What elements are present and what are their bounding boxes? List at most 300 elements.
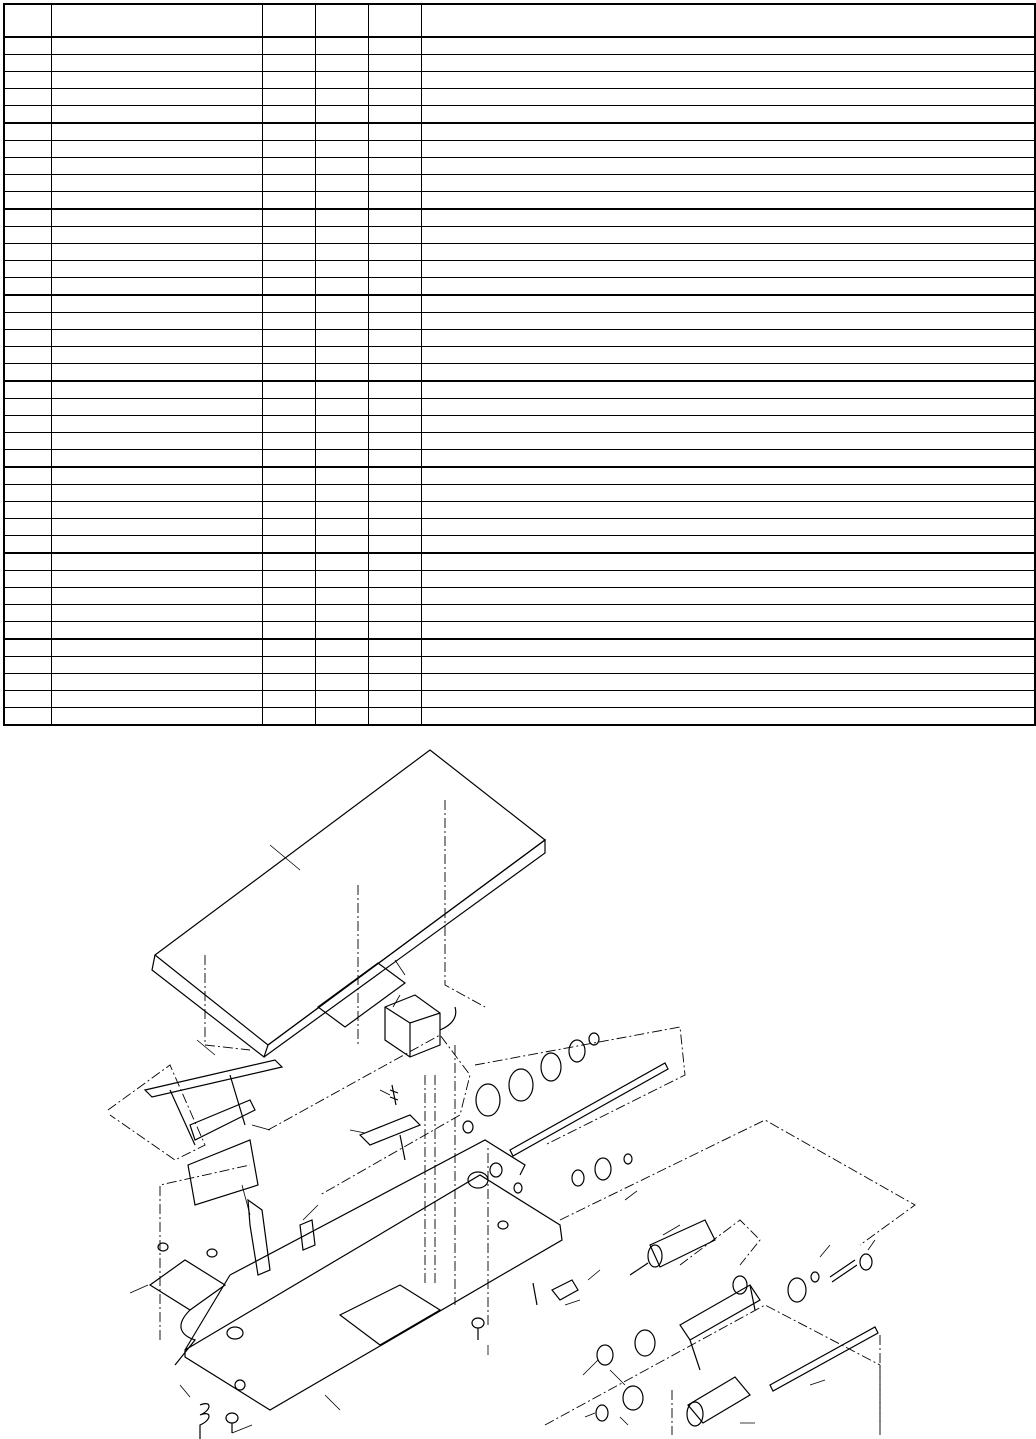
table-cell [51, 261, 262, 278]
ground-spring [200, 1404, 209, 1439]
table-cell [51, 295, 262, 313]
table-cell [51, 433, 262, 450]
table-cell [51, 313, 262, 330]
table-cell [4, 347, 51, 364]
table-cell [262, 433, 315, 450]
table-row [4, 502, 1035, 519]
table-cell [51, 158, 262, 175]
table-cell [4, 399, 51, 416]
table-cell [4, 657, 51, 674]
table-cell [315, 502, 368, 519]
table-cell [51, 106, 262, 124]
table-cell [315, 450, 368, 468]
table-cell [368, 571, 421, 588]
table-cell [262, 553, 315, 571]
table-cell [368, 674, 421, 691]
table-row [4, 261, 1035, 278]
table-cell [4, 158, 51, 175]
table-row [4, 399, 1035, 416]
table-cell [4, 605, 51, 622]
header-cell-part-rank [368, 4, 421, 37]
label-sheet [318, 963, 405, 1027]
table-cell [315, 399, 368, 416]
table-row [4, 244, 1035, 261]
table-row [4, 330, 1035, 347]
table-cell [4, 416, 51, 433]
table-cell [421, 536, 1035, 554]
table-cell [315, 261, 368, 278]
table-cell [315, 467, 368, 485]
table-cell [4, 450, 51, 468]
table-cell [262, 330, 315, 347]
table-row [4, 106, 1035, 124]
table-cell [262, 106, 315, 124]
table-cell [51, 639, 262, 657]
table-row [4, 691, 1035, 708]
feed-roller [630, 1220, 715, 1275]
guide-line-2 [445, 800, 485, 1007]
table-cell [315, 55, 368, 72]
table-cell [262, 209, 315, 227]
table-cell [368, 175, 421, 192]
table-row [4, 381, 1035, 399]
table-cell [368, 123, 421, 141]
table-cell [421, 227, 1035, 244]
table-cell [368, 209, 421, 227]
table-cell [262, 416, 315, 433]
table-cell [368, 605, 421, 622]
table-cell [262, 588, 315, 605]
table-row [4, 209, 1035, 227]
table-row [4, 278, 1035, 296]
main-frame [185, 1140, 562, 1410]
table-row [4, 295, 1035, 313]
table-cell [262, 467, 315, 485]
table-cell [315, 433, 368, 450]
table-cell [315, 37, 368, 55]
table-cell [421, 106, 1035, 124]
table-cell [315, 536, 368, 554]
table-cell [51, 330, 262, 347]
table-cell [315, 227, 368, 244]
table-cell [421, 37, 1035, 55]
table-row [4, 433, 1035, 450]
table-cell [368, 278, 421, 296]
table-cell [4, 519, 51, 536]
table-cell [421, 141, 1035, 158]
table-cell [315, 708, 368, 726]
table-cell [368, 313, 421, 330]
table-cell [262, 399, 315, 416]
table-cell [315, 175, 368, 192]
table-cell [421, 485, 1035, 502]
table-cell [315, 571, 368, 588]
table-cell [4, 227, 51, 244]
table-cell [262, 536, 315, 554]
table-cell [262, 571, 315, 588]
table-cell [421, 674, 1035, 691]
table-cell [368, 691, 421, 708]
table-cell [421, 399, 1035, 416]
table-cell [315, 106, 368, 124]
table-cell [4, 485, 51, 502]
table-cell [368, 192, 421, 210]
table-cell [421, 313, 1035, 330]
table-row [4, 37, 1035, 55]
table-row [4, 536, 1035, 554]
table-cell [4, 141, 51, 158]
table-cell [262, 261, 315, 278]
table-cell [51, 278, 262, 296]
top-cover [152, 750, 545, 1057]
table-cell [4, 313, 51, 330]
header-cell-no [4, 4, 51, 37]
table-cell [262, 622, 315, 640]
table-cell [51, 89, 262, 106]
table-cell [51, 364, 262, 382]
table-cell [4, 674, 51, 691]
guide-line-11 [672, 1335, 880, 1435]
table-cell [421, 55, 1035, 72]
table-cell [368, 330, 421, 347]
table-row [4, 141, 1035, 158]
table-cell [51, 55, 262, 72]
table-cell [421, 123, 1035, 141]
table-cell [315, 622, 368, 640]
table-cell [368, 72, 421, 89]
table-cell [262, 313, 315, 330]
parts-list-table [3, 3, 1036, 726]
table-cell [368, 106, 421, 124]
table-row [4, 89, 1035, 106]
table-cell [421, 519, 1035, 536]
table-cell [315, 278, 368, 296]
table-cell [315, 657, 368, 674]
table-cell [368, 708, 421, 726]
table-cell [421, 347, 1035, 364]
table-cell [315, 89, 368, 106]
table-cell [4, 261, 51, 278]
table-cell [262, 347, 315, 364]
table-row [4, 708, 1035, 726]
table-cell [421, 553, 1035, 571]
table-cell [315, 674, 368, 691]
table-cell [368, 364, 421, 382]
table-cell [4, 502, 51, 519]
paper-guide-frame [145, 1060, 282, 1205]
table-row [4, 657, 1035, 674]
table-cell [421, 467, 1035, 485]
lower-roller [687, 1377, 750, 1426]
table-cell [4, 209, 51, 227]
table-row [4, 313, 1035, 330]
table-row [4, 192, 1035, 210]
table-cell [315, 553, 368, 571]
table-cell [51, 553, 262, 571]
table-row [4, 571, 1035, 588]
table-cell [421, 571, 1035, 588]
table-cell [315, 295, 368, 313]
table-cell [368, 295, 421, 313]
table-cell [421, 657, 1035, 674]
table-cell [368, 158, 421, 175]
table-cell [368, 639, 421, 657]
table-cell [368, 244, 421, 261]
table-cell [51, 244, 262, 261]
table-cell [368, 467, 421, 485]
guide-line-6 [475, 1027, 685, 1145]
table-cell [368, 37, 421, 55]
table-cell [4, 622, 51, 640]
table-cell [51, 192, 262, 210]
gear-stack [463, 1033, 599, 1133]
table-cell [421, 416, 1035, 433]
table-cell [51, 708, 262, 726]
guide-line-8 [560, 1120, 915, 1245]
table-cell [368, 55, 421, 72]
table-cell [421, 381, 1035, 399]
table-cell [51, 657, 262, 674]
table-cell [4, 192, 51, 210]
table-cell [51, 502, 262, 519]
table-cell [421, 175, 1035, 192]
table-cell [262, 691, 315, 708]
table-cell [4, 330, 51, 347]
table-cell [421, 622, 1035, 640]
table-cell [4, 536, 51, 554]
table-cell [315, 158, 368, 175]
table-row [4, 485, 1035, 502]
table-cell [4, 72, 51, 89]
table-cell [421, 244, 1035, 261]
table-cell [4, 553, 51, 571]
table-cell [421, 691, 1035, 708]
table-cell [315, 244, 368, 261]
table-row [4, 674, 1035, 691]
table-cell [262, 450, 315, 468]
table-cell [4, 571, 51, 588]
table-cell [421, 278, 1035, 296]
header-cell-new-mark [315, 4, 368, 37]
table-cell [315, 123, 368, 141]
table-cell [4, 433, 51, 450]
table-cell [51, 485, 262, 502]
header-cell-description [421, 4, 1035, 37]
lower-gears [596, 1330, 655, 1421]
header-cell-price-rank [262, 4, 315, 37]
table-row [4, 158, 1035, 175]
table-cell [368, 399, 421, 416]
table-header-row [4, 4, 1035, 37]
table-cell [262, 278, 315, 296]
table-cell [368, 141, 421, 158]
table-cell [51, 622, 262, 640]
table-row [4, 347, 1035, 364]
table-cell [368, 536, 421, 554]
small-bracket [533, 1280, 578, 1305]
table-cell [51, 416, 262, 433]
table-cell [262, 158, 315, 175]
table-cell [4, 381, 51, 399]
table-cell [262, 381, 315, 399]
table-cell [368, 227, 421, 244]
table-cell [262, 364, 315, 382]
table-cell [51, 450, 262, 468]
table-cell [4, 278, 51, 296]
table-row [4, 72, 1035, 89]
table-row [4, 622, 1035, 640]
table-cell [315, 639, 368, 657]
table-cell [421, 364, 1035, 382]
table-cell [262, 657, 315, 674]
table-cell [315, 141, 368, 158]
table-cell [421, 89, 1035, 106]
table-cell [315, 192, 368, 210]
table-cell [315, 605, 368, 622]
table-cell [51, 347, 262, 364]
table-cell [368, 450, 421, 468]
table-cell [368, 416, 421, 433]
table-cell [262, 605, 315, 622]
table-cell [262, 123, 315, 141]
table-cell [4, 691, 51, 708]
table-cell [4, 588, 51, 605]
table-cell [262, 708, 315, 726]
drive-shaft [490, 1063, 668, 1193]
table-cell [4, 639, 51, 657]
table-cell [262, 502, 315, 519]
solenoid [385, 995, 456, 1057]
table-cell [262, 295, 315, 313]
table-cell [262, 674, 315, 691]
table-cell [51, 37, 262, 55]
table-row [4, 175, 1035, 192]
table-cell [51, 605, 262, 622]
table-row [4, 450, 1035, 468]
table-cell [262, 141, 315, 158]
table-cell [4, 37, 51, 55]
table-cell [4, 106, 51, 124]
table-cell [4, 123, 51, 141]
table-cell [262, 639, 315, 657]
table-cell [4, 89, 51, 106]
table-cell [51, 691, 262, 708]
table-cell [368, 485, 421, 502]
table-cell [315, 519, 368, 536]
guide-line-9 [545, 1305, 880, 1425]
exploded-view-diagram [0, 745, 1036, 1439]
table-cell [368, 381, 421, 399]
table-cell [262, 227, 315, 244]
table-cell [315, 330, 368, 347]
header-cell-part-code [51, 4, 262, 37]
table-cell [262, 175, 315, 192]
guide-line-12 [425, 1045, 488, 1325]
table-cell [421, 433, 1035, 450]
table-cell [421, 72, 1035, 89]
table-cell [262, 55, 315, 72]
table-row [4, 519, 1035, 536]
table-cell [421, 295, 1035, 313]
table-row [4, 467, 1035, 485]
table-cell [4, 467, 51, 485]
table-cell [315, 588, 368, 605]
table-cell [368, 622, 421, 640]
table-cell [51, 123, 262, 141]
table-cell [421, 330, 1035, 347]
table-cell [51, 519, 262, 536]
table-cell [4, 708, 51, 726]
table-cell [315, 364, 368, 382]
table-cell [51, 209, 262, 227]
table-cell [51, 227, 262, 244]
table-cell [368, 347, 421, 364]
table-cell [4, 55, 51, 72]
table-cell [51, 399, 262, 416]
table-cell [368, 261, 421, 278]
right-gears [572, 1154, 632, 1186]
table-cell [315, 72, 368, 89]
table-cell [368, 553, 421, 571]
table-cell [315, 691, 368, 708]
guide-line-1 [205, 955, 250, 1050]
table-cell [421, 192, 1035, 210]
table-row [4, 227, 1035, 244]
table-cell [51, 588, 262, 605]
table-cell [315, 347, 368, 364]
table-cell [315, 381, 368, 399]
table-cell [421, 605, 1035, 622]
table-cell [4, 175, 51, 192]
table-cell [51, 467, 262, 485]
table-cell [262, 37, 315, 55]
table-cell [51, 674, 262, 691]
table-cell [368, 657, 421, 674]
table-row [4, 605, 1035, 622]
table-cell [368, 433, 421, 450]
table-row [4, 639, 1035, 657]
table-row [4, 416, 1035, 433]
table-cell [51, 571, 262, 588]
table-cell [421, 158, 1035, 175]
parts-list-body [4, 4, 1035, 725]
leader-lines [130, 845, 875, 1433]
table-cell [315, 209, 368, 227]
table-cell [421, 209, 1035, 227]
table-cell [421, 708, 1035, 726]
table-cell [4, 364, 51, 382]
guide-line-10 [680, 1220, 760, 1265]
table-cell [262, 244, 315, 261]
table-row [4, 553, 1035, 571]
table-cell [368, 502, 421, 519]
table-cell [421, 502, 1035, 519]
table-row [4, 55, 1035, 72]
table-cell [421, 639, 1035, 657]
table-cell [262, 89, 315, 106]
lever-spring [360, 1085, 420, 1160]
table-row [4, 364, 1035, 382]
table-cell [262, 519, 315, 536]
sensor-actuator [300, 1220, 315, 1250]
table-cell [51, 141, 262, 158]
table-cell [421, 261, 1035, 278]
table-cell [368, 89, 421, 106]
guide-line-5 [268, 1035, 470, 1195]
table-cell [368, 588, 421, 605]
table-cell [315, 313, 368, 330]
table-cell [262, 72, 315, 89]
